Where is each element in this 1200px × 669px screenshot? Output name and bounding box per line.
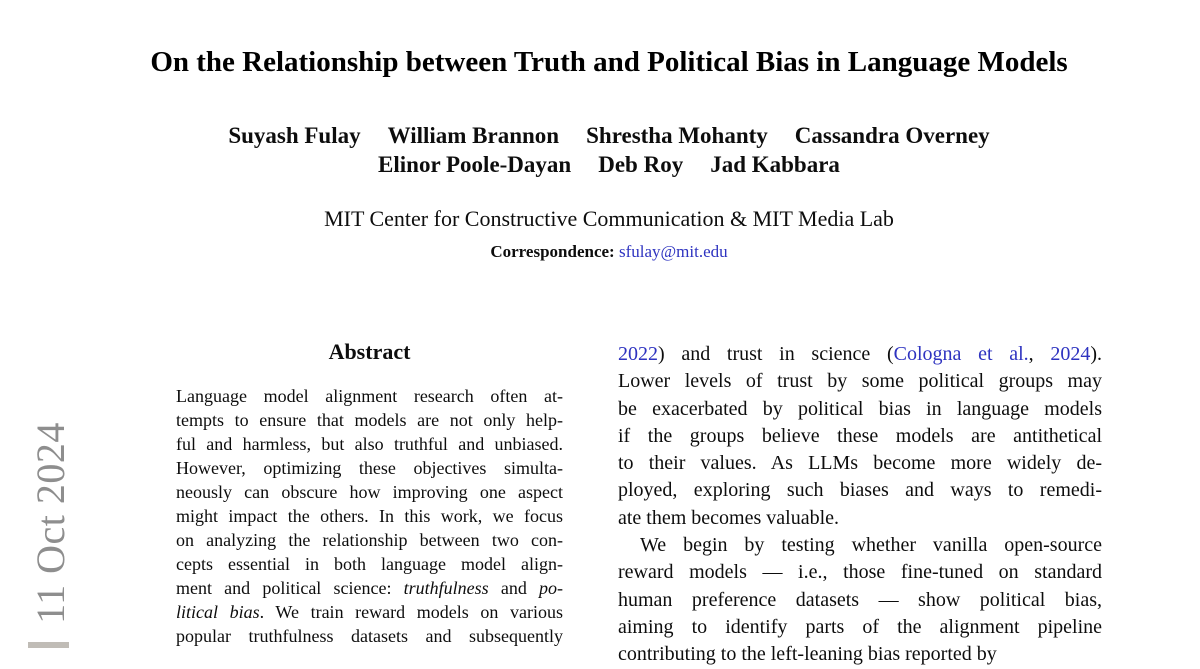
abstract-heading: Abstract (328, 339, 411, 364)
text-line: ment and political science: truthfulness and po- (176, 578, 563, 598)
text-line: ate them becomes valuable. (618, 506, 840, 529)
author-name: Cassandra Overney (794, 123, 990, 148)
text-line: Lower levels of trust by some political groups may (618, 370, 1102, 393)
text-line: human preference datasets — show political bias, (618, 588, 1102, 611)
text-line: cepts essential in both language model align- (176, 554, 563, 574)
text-line: reward models — i.e., those fine-tuned on standard (618, 561, 1102, 584)
correspondence-email-link[interactable]: sfulay@mit.edu (618, 242, 728, 261)
abstract-column (176, 338, 563, 648)
correspondence-line (129, 241, 1089, 262)
author-name: Shrestha Mohanty (586, 123, 768, 148)
text-line: ful and harmless, but also truthful and unbiased. (176, 434, 563, 454)
author-line-1 (129, 121, 1089, 150)
author-name: Deb Roy (598, 152, 684, 177)
arxiv-watermark-clipped-fragment (28, 642, 69, 648)
affiliation: MIT Center for Constructive Communication & MIT Media Lab (324, 206, 894, 231)
author-name: Jad Kabbara (710, 152, 840, 177)
text-line: on analyzing the relationship between two con- (176, 530, 563, 550)
text-line: However, optimizing these objectives simulta- (176, 458, 563, 478)
citation-link[interactable]: 2024 (1050, 343, 1091, 365)
citation-link[interactable]: Cologna et al. (893, 343, 1029, 365)
citation-link[interactable]: 2022 (618, 343, 658, 365)
text-line: popular truthfulness datasets and subsequently (176, 626, 563, 646)
text-line: ployed, exploring such biases and ways to remedi- (618, 479, 1102, 502)
text-line: neously can obscure how improving one aspect (176, 482, 563, 502)
text-line: be exacerbated by political bias in language models (618, 397, 1102, 420)
text-line: tempts to ensure that models are not only help- (176, 410, 563, 430)
text-line: Language model alignment research often at- (176, 386, 563, 406)
introduction-column (618, 341, 1102, 669)
author-name: Elinor Poole-Dayan (378, 152, 572, 177)
text-line: aiming to identify parts of the alignment pipeline (618, 615, 1102, 638)
author-line-2 (129, 150, 1089, 179)
author-name: Suyash Fulay (228, 123, 361, 148)
text-line: We begin by testing whether vanilla open-source (640, 534, 1102, 557)
text-line: if the groups believe these models are antithetical (618, 424, 1102, 447)
author-name: William Brannon (387, 123, 560, 148)
text-line: litical bias. We train reward models on various (176, 602, 563, 622)
text-line: 2022) and trust in science (Cologna et al., 2024). (618, 343, 1103, 365)
text-line: to their values. As LLMs become more widely de- (618, 452, 1102, 475)
correspondence-label: Correspondence: (490, 242, 615, 261)
text-line: contributing to the left-leaning bias reported by (618, 643, 997, 666)
paper-title: On the Relationship between Truth and Political Bias in Language Models (150, 46, 1068, 78)
abstract-text (176, 384, 563, 648)
arxiv-watermark-date: 11 Oct 2024 (28, 422, 73, 624)
text-line: might impact the others. In this work, we focus (176, 506, 563, 526)
